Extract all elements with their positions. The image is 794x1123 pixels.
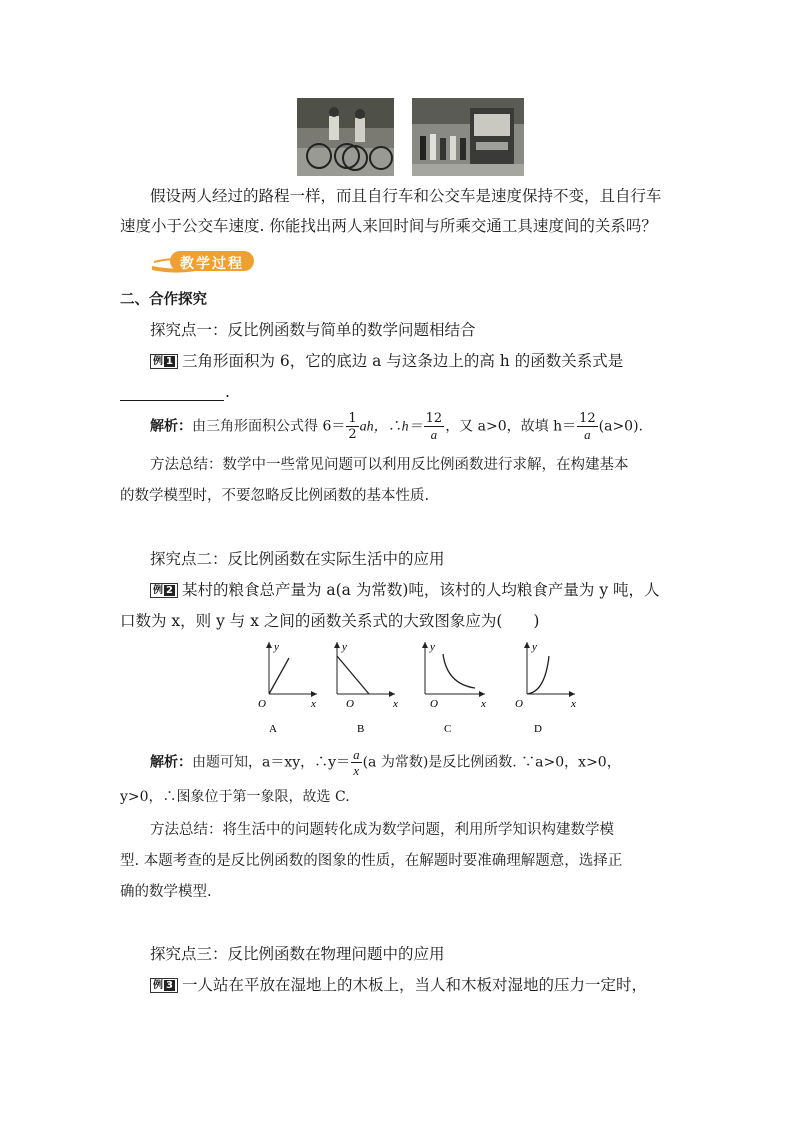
graph-d-label: D (534, 723, 542, 735)
graph-a-origin-label: O (258, 698, 266, 710)
banner-text: 教学过程 (180, 256, 244, 272)
fraction-12-over-a: $\frac{12}{a}$ (425, 411, 443, 442)
answer-period: . (225, 383, 230, 401)
intro-line-1: 假设两人经过的路程一样，而且自行车和公交车是速度保持不变，且自行车 (150, 187, 662, 205)
graph-a-curve (269, 658, 289, 694)
graph-d (515, 641, 576, 735)
graph-b-y-axis-label: y (342, 641, 347, 653)
method2-line-2: 型. 本题考查的是反比例函数的图象的性质，在解题时要准确理解题意，选择正 (120, 853, 623, 869)
graph-b-label: B (357, 723, 365, 735)
fraction-12-over-a-2: $\frac{12}{a}$ (579, 411, 596, 442)
graph-c-x-axis-label: x (481, 698, 486, 710)
intro-line-2: 速度小于公交车速度. 你能找出两人来回时间与所乘交通工具速度间的关系吗？ (120, 217, 657, 235)
example2-analysis-line-1: 解析：由题可知，a＝xy，∴y＝ $\frac{a}{x}$ (a 为常数)是反比例函数. ∵a>0，x>0， (150, 747, 621, 778)
graph-a-x-axis-label: x (311, 698, 316, 710)
graph-d-x-axis-label: x (571, 698, 576, 710)
explore3-title: 探究点三：反比例函数在物理问题中的应用 (150, 945, 445, 963)
example2-text: 某村的粮食总产量为 a(a 为常数)吨，该村的人均粮食产量为 y 吨，人 (181, 581, 660, 599)
section-heading: 二、合作探究 (120, 292, 207, 308)
example3-question (150, 978, 647, 994)
graph-d-curve (527, 656, 549, 694)
example-badge: 例 2 (150, 583, 178, 598)
bicycle-photo (297, 98, 394, 176)
method1-line-2: 的数学模型时，不要忽略反比例函数的基本性质. (120, 488, 430, 504)
method1-line-1: 方法总结：数学中一些常见问题可以利用反比例函数进行求解，在构建基本 (150, 457, 629, 473)
graph-b-origin-label: O (346, 698, 354, 710)
graph-b-x-axis-label: x (393, 698, 398, 710)
analysis-label: 解析： (150, 418, 192, 435)
fraction-half: $\frac{1}{2}$ (348, 411, 357, 442)
example1-text: 三角形面积为 6，它的底边 a 与这条边上的高 h 的函数关系式是 (181, 352, 624, 370)
method2-line-1: 方法总结：将生活中的问题转化成为数学问题，利用所学知识构建数学模 (150, 822, 614, 838)
answer-blank (120, 400, 224, 401)
explore2-title: 探究点二：反比例函数在实际生活中的应用 (150, 550, 445, 568)
graph-d-y-axis-label: y (532, 641, 537, 653)
bus-photo (412, 98, 524, 176)
option-graphs (245, 636, 585, 736)
graph-b-curve (337, 656, 369, 694)
example3-text: 一人站在平放在湿地上的木板上，当人和木板对湿地的压力一定时， (181, 976, 647, 994)
teaching-process-banner (150, 248, 260, 274)
graph-c-origin-label: O (430, 698, 438, 710)
graph-b (334, 641, 398, 735)
graph-a-label: A (269, 723, 277, 735)
fraction-a-over-x: $\frac{a}{x}$ (353, 747, 360, 778)
graph-c (422, 641, 486, 735)
example1-question (150, 354, 623, 370)
method2-line-3: 确的数学模型. (120, 884, 212, 900)
example-badge: 例 1 (150, 354, 178, 369)
explore1-title: 探究点一：反比例函数与简单的数学问题相结合 (150, 321, 476, 339)
example-badge: 例 3 (150, 978, 178, 993)
graph-c-y-axis-label: y (430, 641, 435, 653)
example2-analysis-line-2: y>0，∴图象位于第一象限，故选 C. (120, 789, 350, 805)
analysis-label: 解析： (150, 754, 192, 771)
graph-a (258, 641, 317, 735)
graph-c-label: C (444, 723, 452, 735)
graph-d-origin-label: O (515, 698, 523, 710)
example2-question-line-1 (150, 583, 660, 599)
graph-c-curve (443, 654, 475, 688)
example2-question-line-2: 口数为 x，则 y 与 x 之间的函数关系式的大致图象应为( ) (120, 612, 540, 630)
graph-a-y-axis-label: y (274, 641, 279, 653)
example1-analysis: 解析：由三角形面积公式得 6＝ $\frac{1}{2}$ ah，∴h＝ $\frac{12}{a}$ ，又 a>0，故填 h＝ $\frac{12}{a}$ (a>0). (150, 411, 643, 442)
